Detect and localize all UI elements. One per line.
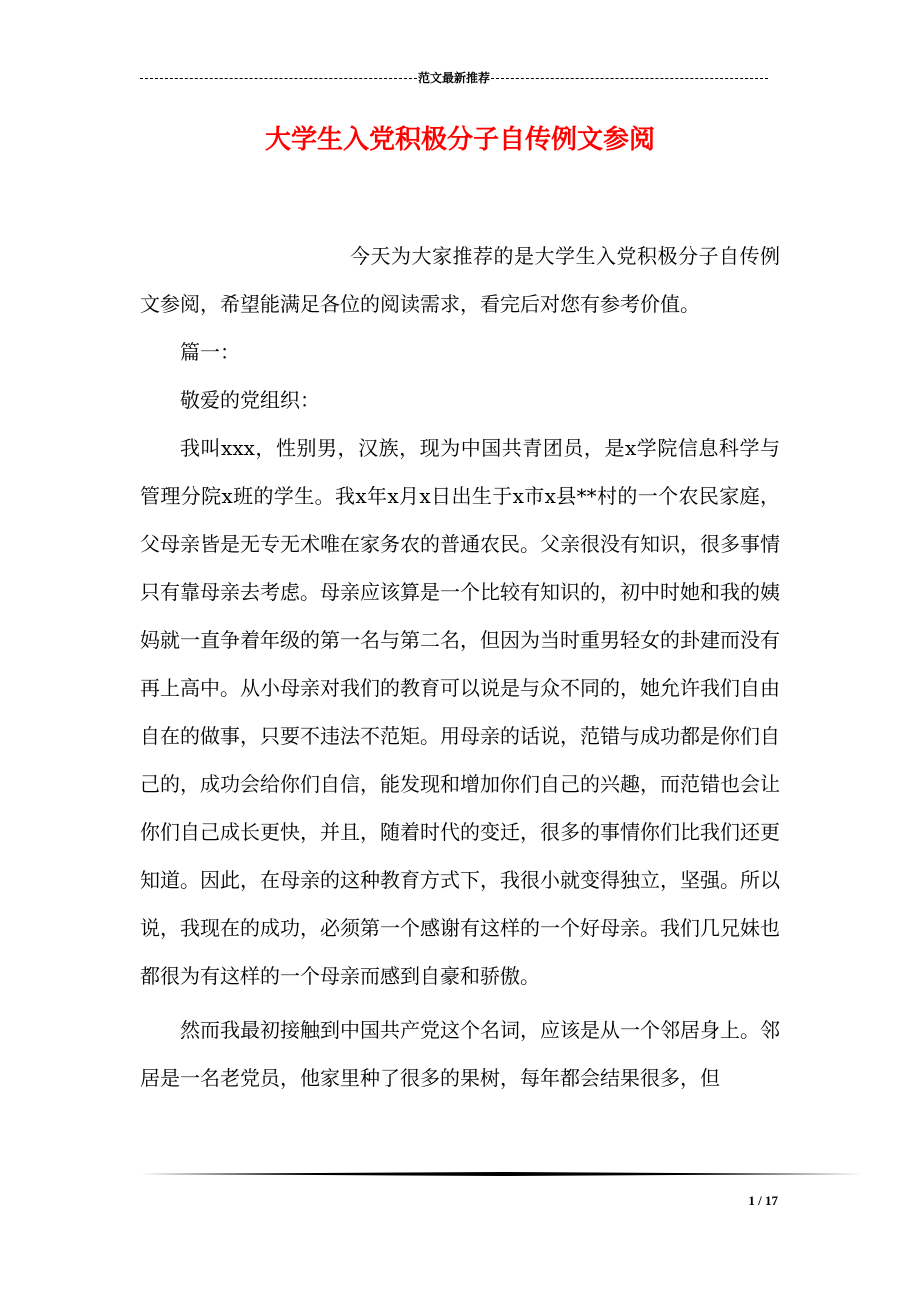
- salutation: 敬爱的党组织：: [180, 388, 320, 412]
- section-heading: 篇一：: [180, 340, 240, 364]
- footer-rule: [140, 1172, 862, 1176]
- intro-paragraph: 今天为大家推荐的是大学生入党积极分子自传例文参阅，希望能满足各位的阅读需求，看完后对您有参考价值。: [140, 244, 780, 316]
- header-dashes-left: [140, 70, 417, 86]
- running-header: [140, 70, 768, 86]
- body-paragraph: 然而我最初接触到中国共产党这个名词，应该是从一个邻居身上。邻居是一名老党员，他家里种了很多的果树，每年都会结果很多，但: [140, 1018, 780, 1090]
- document-title: 大学生入党积极分子自传例文参阅: [264, 125, 655, 155]
- header-label: 范文最新推荐: [418, 71, 491, 85]
- body-paragraph: 我叫xxx，性别男，汉族，现为中国共青团员，是x学院信息科学与管理分院x班的学生。我x年x月x日出生于x市x县**村的一个农民家庭，父母亲皆是无专无术唯在家务农的普通农民。父亲很没有知识，很多事情只有靠母亲去考虑。母亲应该算是一个比较有知识的，初中时她和我的姨妈就一直争着年级的第一名与第二名，但因为当时重男轻女的卦建而没有再上高中。从小母亲对我们的教育可以说是与众不同的，她允许我们自由自在的做事，只要不违法不范矩。用母亲的话说，范错与成功都是你们自己的，成功会给你们自信，能发现和增加你们自己的兴趣，而范错也会让你们自己成长更快，并且，随着时代的变迁，很多的事情你们比我们还更知道。因此，在母亲的这种教育方式下，我很小就变得独立，坚强。所以说，我现在的成功，必须第一个感谢有这样的一个好母亲。我们几兄妹也都很为有这样的一个母亲而感到自豪和骄傲。: [140, 436, 780, 988]
- header-dashes-right: [491, 70, 768, 86]
- document-body: [140, 232, 780, 1102]
- page-number: 1 / 17: [748, 1193, 778, 1208]
